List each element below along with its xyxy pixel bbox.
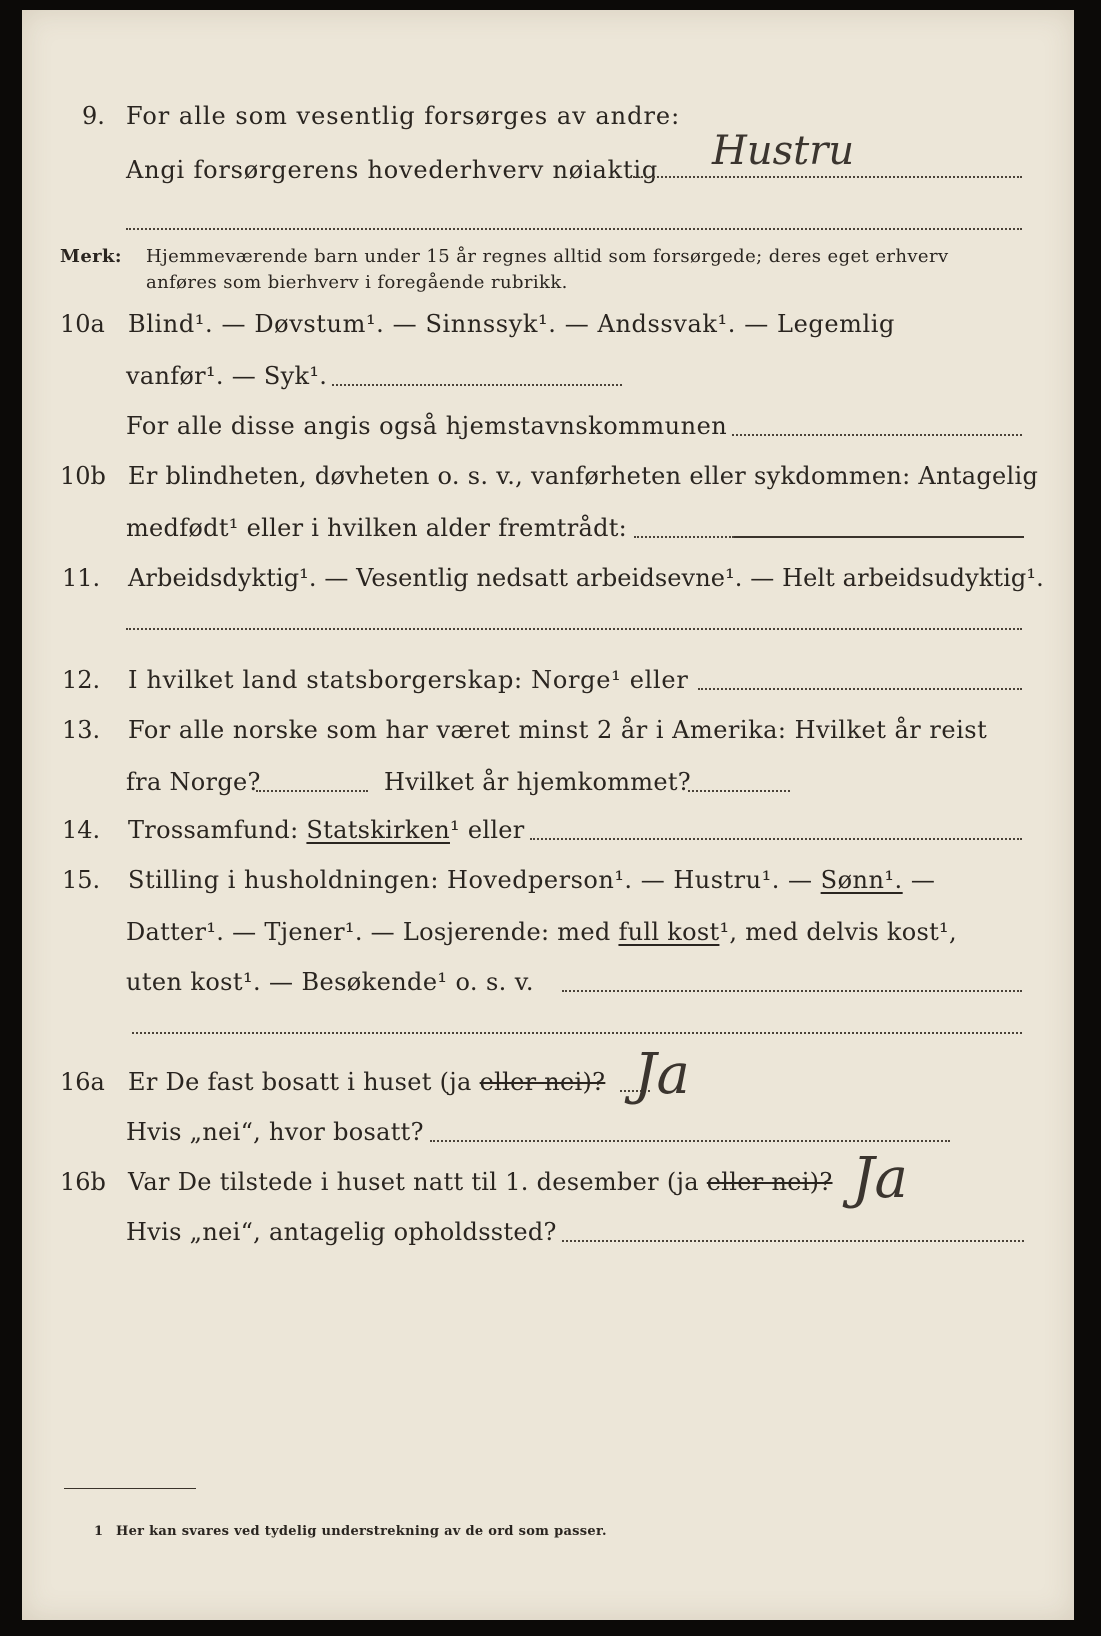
answer-line <box>732 434 1022 436</box>
answer-line <box>562 1240 1024 1242</box>
question-text-suffix: ¹ eller <box>449 816 525 844</box>
question-text <box>128 816 525 844</box>
answer-line <box>256 790 368 792</box>
question-text-part: Datter¹. — Tjener¹. — Losjerende: med <box>126 918 611 946</box>
question-number: 12. <box>62 666 101 694</box>
question-number: 14. <box>62 816 101 844</box>
question-text: For alle disse angis også hjemstavnskommunen <box>126 412 728 440</box>
note-label: Merk: <box>60 246 122 267</box>
handwritten-answer: Ja <box>634 1042 690 1107</box>
underlined-option: full kost <box>618 918 720 946</box>
question-number: 10a <box>60 310 105 338</box>
answer-line <box>688 790 790 792</box>
struck-option: eller nei)? <box>479 1068 606 1096</box>
struck-option: eller nei)? <box>706 1168 833 1196</box>
question-text <box>128 866 935 894</box>
question-number: 9. <box>82 102 105 130</box>
footnote-mark: 1 <box>94 1524 104 1539</box>
question-text: Arbeidsdyktig¹. — Vesentlig nedsatt arbeidsevne¹. — Helt arbeidsudyktig¹. <box>128 564 1044 592</box>
footnote-rule <box>64 1488 196 1489</box>
answer-line <box>430 1140 950 1142</box>
answer-line <box>634 536 734 538</box>
question-text: medfødt¹ eller i hvilken alder fremtrådt: <box>126 514 628 542</box>
question-text-part: — <box>910 866 936 894</box>
note-text: anføres som bierhverv i foregående rubrikk. <box>146 272 568 293</box>
answer-line <box>126 228 1022 230</box>
question-text: Hvis „nei“, hvor bosatt? <box>126 1118 424 1146</box>
question-text <box>128 1168 833 1196</box>
handwritten-answer: Ja <box>852 1146 908 1211</box>
question-text: For alle som vesentlig forsørges av andre: <box>126 102 681 130</box>
question-text: uten kost¹. — Besøkende¹ o. s. v. <box>126 968 534 996</box>
question-text: Hvis „nei“, antagelig opholdssted? <box>126 1218 557 1246</box>
answer-line <box>530 838 1022 840</box>
question-text: I hvilket land statsborgerskap: Norge¹ eller <box>128 666 689 694</box>
answer-line <box>132 1032 1022 1034</box>
answer-line <box>126 628 1022 630</box>
footnote-text: Her kan svares ved tydelig understrekning av de ord som passer. <box>116 1524 607 1539</box>
question-text-part: ¹, med delvis kost¹, <box>719 918 957 946</box>
question-text: Er blindheten, døvheten o. s. v., vanførheten eller sykdommen: Antagelig <box>128 462 1039 490</box>
answer-line <box>332 384 622 386</box>
question-text <box>128 1068 605 1096</box>
question-text-part: Var De tilstede i huset natt til 1. desember (ja <box>128 1168 699 1196</box>
underlined-option: Statskirken <box>306 816 450 844</box>
answer-line <box>734 536 1024 538</box>
question-text: Hvilket år hjemkommet? <box>384 768 691 796</box>
answer-line <box>562 990 1022 992</box>
answer-line <box>630 176 1022 178</box>
answer-line <box>698 688 1022 690</box>
question-text-part: Stilling i husholdningen: Hovedperson¹. — Hustru¹. — <box>128 866 813 894</box>
question-text: fra Norge? <box>126 768 261 796</box>
underlined-option: Sønn¹. <box>820 866 903 894</box>
question-number: 13. <box>62 716 101 744</box>
question-number: 10b <box>60 462 106 490</box>
question-number: 11. <box>62 564 101 592</box>
question-number: 16b <box>60 1168 106 1196</box>
note-text: Hjemmeværende barn under 15 år regnes alltid som forsørgede; deres eget erhverv <box>146 246 949 267</box>
question-text-prefix: Trossamfund: <box>128 816 299 844</box>
question-number: 15. <box>62 866 101 894</box>
question-text: Angi forsørgerens hovederhverv nøiaktig <box>126 156 659 184</box>
question-number: 16a <box>60 1068 105 1096</box>
question-text: vanfør¹. — Syk¹. <box>126 362 328 390</box>
question-text: Blind¹. — Døvstum¹. — Sinnssyk¹. — Andssvak¹. — Legemlig <box>128 310 896 338</box>
question-text: For alle norske som har været minst 2 år i Amerika: Hvilket år reist <box>128 716 988 744</box>
question-text-part: Er De fast bosatt i huset (ja <box>128 1068 472 1096</box>
handwritten-answer: Hustru <box>712 128 855 174</box>
question-text <box>126 918 957 946</box>
census-form-page <box>22 10 1074 1620</box>
